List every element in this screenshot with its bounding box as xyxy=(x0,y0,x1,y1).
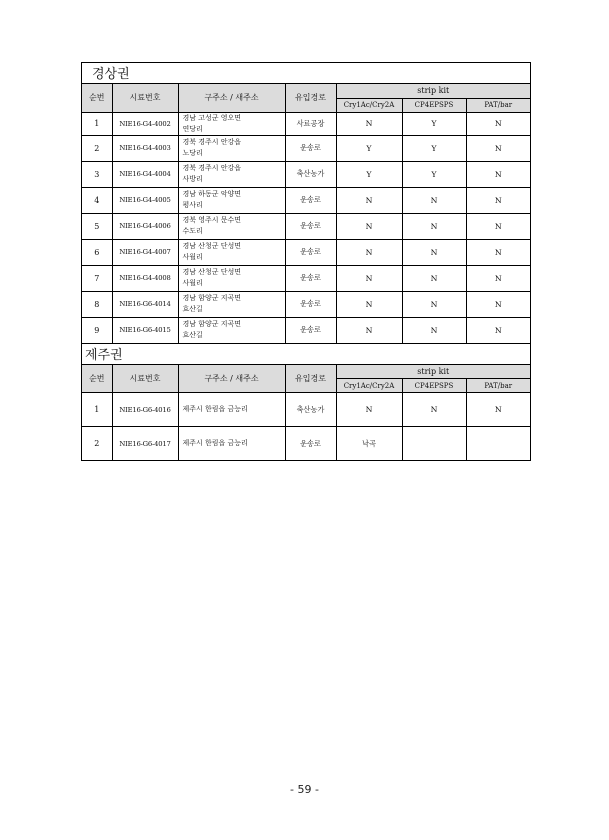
address-line-1: 경남 함양군 지곡면 xyxy=(182,294,242,302)
route-cell: 운송로 xyxy=(285,213,336,239)
route-cell: 운송로 xyxy=(285,265,336,291)
sample-id: NIE16-G6-4014 xyxy=(112,291,178,317)
route-cell: 축산농가 xyxy=(285,161,336,187)
result-cry1ac: N xyxy=(336,393,402,427)
header-kit-pat-bar: PAT/bar xyxy=(466,98,530,112)
sample-id: NIE16-G4-4005 xyxy=(112,187,178,213)
result-cry1ac: Y xyxy=(336,161,402,187)
address-cell xyxy=(178,427,285,461)
table-row xyxy=(82,112,530,135)
row-number: 9 xyxy=(82,317,112,343)
row-number: 4 xyxy=(82,187,112,213)
header-kit-cp4epsps: CP4EPSPS xyxy=(402,98,466,112)
table-row xyxy=(82,291,530,317)
address-cell xyxy=(178,135,285,161)
row-number: 1 xyxy=(82,393,112,427)
table-row xyxy=(82,187,530,213)
address-line-1: 제주시 한림읍 금능리 xyxy=(182,439,248,447)
result-pat-bar: N xyxy=(466,239,530,265)
row-number: 5 xyxy=(82,213,112,239)
address-line-2: 평사리 xyxy=(182,201,203,209)
header-strip-kit: strip kit xyxy=(336,365,530,379)
header-kit-cry1ac: Cry1Ac/Cry2A xyxy=(336,379,402,393)
result-cry1ac: N xyxy=(336,265,402,291)
result-cp4epsps: N xyxy=(402,239,466,265)
table-body-jeju xyxy=(82,393,530,461)
result-pat-bar: N xyxy=(466,291,530,317)
sample-id: NIE16-G4-4008 xyxy=(112,265,178,291)
document-frame xyxy=(81,62,531,461)
page-number: - 59 - xyxy=(290,783,319,796)
row-number: 2 xyxy=(82,135,112,161)
result-cp4epsps: Y xyxy=(402,112,466,135)
result-pat-bar: N xyxy=(466,317,530,343)
header-sample-id: 시료번호 xyxy=(112,365,178,393)
table-row xyxy=(82,135,530,161)
address-cell xyxy=(178,265,285,291)
sample-id: NIE16-G4-4007 xyxy=(112,239,178,265)
route-cell: 운송로 xyxy=(285,239,336,265)
address-line-2: 사월리 xyxy=(182,279,203,287)
result-cp4epsps: N xyxy=(402,213,466,239)
address-line-1: 제주시 한림읍 금능리 xyxy=(182,405,248,413)
header-kit-cry1ac: Cry1Ac/Cry2A xyxy=(336,98,402,112)
route-cell: 운송로 xyxy=(285,135,336,161)
address-line-1: 경남 하동군 악양면 xyxy=(182,190,242,198)
header-strip-kit: strip kit xyxy=(336,84,530,98)
address-line-2: 효산길 xyxy=(182,305,203,313)
sample-id: NIE16-G4-4003 xyxy=(112,135,178,161)
result-cry1ac: Y xyxy=(336,135,402,161)
address-line-2: 연당리 xyxy=(182,124,203,133)
result-cp4epsps: N xyxy=(402,187,466,213)
table-jeju xyxy=(82,365,530,462)
result-cry1ac: N xyxy=(336,317,402,343)
result-pat-bar: N xyxy=(466,135,530,161)
sample-id: NIE16-G6-4015 xyxy=(112,317,178,343)
address-line-1: 경남 산청군 단성면 xyxy=(182,268,242,276)
header-sample-id: 시료번호 xyxy=(112,84,178,112)
table-row xyxy=(82,265,530,291)
header-kit-cp4epsps: CP4EPSPS xyxy=(402,379,466,393)
sample-id: NIE16-G6-4016 xyxy=(112,393,178,427)
header-address: 구주소 / 새주소 xyxy=(178,365,285,393)
result-cry1ac: N xyxy=(336,213,402,239)
address-line-2: 노당리 xyxy=(182,149,203,157)
address-cell xyxy=(178,239,285,265)
address-line-1: 경북 경주시 안강읍 xyxy=(182,164,242,172)
address-line-1: 경남 고성군 영오면 xyxy=(182,113,242,122)
address-line-1: 경남 산청군 단성면 xyxy=(182,242,242,250)
address-line-2: 사방리 xyxy=(182,175,203,183)
address-cell xyxy=(178,291,285,317)
route-cell: 운송로 xyxy=(285,317,336,343)
row-number: 7 xyxy=(82,265,112,291)
header-address: 구주소 / 새주소 xyxy=(178,84,285,112)
result-cry1ac: N xyxy=(336,291,402,317)
table-row xyxy=(82,213,530,239)
result-cp4epsps: N xyxy=(402,317,466,343)
address-line-1: 경북 경주시 안강읍 xyxy=(182,138,242,146)
row-number: 6 xyxy=(82,239,112,265)
row-number: 1 xyxy=(82,112,112,135)
result-cp4epsps: Y xyxy=(402,161,466,187)
result-cp4epsps: N xyxy=(402,393,466,427)
sample-id: NIE16-G6-4017 xyxy=(112,427,178,461)
header-kit-pat-bar: PAT/bar xyxy=(466,379,530,393)
address-cell xyxy=(178,393,285,427)
table-row xyxy=(82,239,530,265)
header-route: 유입경로 xyxy=(285,84,336,112)
result-pat-bar: N xyxy=(466,265,530,291)
result-cry1ac: N xyxy=(336,112,402,135)
row-number: 2 xyxy=(82,427,112,461)
result-pat-bar: N xyxy=(466,161,530,187)
address-line-2: 효산길 xyxy=(182,331,203,339)
route-cell: 운송로 xyxy=(285,427,336,461)
section-title-gyeongsang: 경상권 xyxy=(82,63,530,84)
address-line-2: 사월리 xyxy=(182,253,203,261)
result-cry1ac: 낙곡 xyxy=(336,427,402,461)
result-cp4epsps: N xyxy=(402,291,466,317)
sample-id: NIE16-G4-4002 xyxy=(112,112,178,135)
table-row xyxy=(82,427,530,461)
result-cry1ac: N xyxy=(336,187,402,213)
result-cry1ac: N xyxy=(336,239,402,265)
header-no: 순번 xyxy=(82,84,112,112)
sample-id: NIE16-G4-4006 xyxy=(112,213,178,239)
table-row xyxy=(82,317,530,343)
address-line-1: 경남 함양군 지곡면 xyxy=(182,320,242,328)
header-no: 순번 xyxy=(82,365,112,393)
address-line-2: 수도리 xyxy=(182,227,203,235)
result-pat-bar: N xyxy=(466,213,530,239)
result-pat-bar: N xyxy=(466,393,530,427)
table-row xyxy=(82,161,530,187)
section-title-jeju: 제주권 xyxy=(82,344,530,365)
address-cell xyxy=(178,161,285,187)
address-cell xyxy=(178,213,285,239)
header-route: 유입경로 xyxy=(285,365,336,393)
result-pat-bar xyxy=(466,427,530,461)
address-cell xyxy=(178,187,285,213)
result-cp4epsps: N xyxy=(402,265,466,291)
result-pat-bar: N xyxy=(466,112,530,135)
route-cell: 축산농가 xyxy=(285,393,336,427)
address-cell xyxy=(178,112,285,135)
route-cell: 운송로 xyxy=(285,291,336,317)
route-cell: 운송로 xyxy=(285,187,336,213)
result-cp4epsps: Y xyxy=(402,135,466,161)
table-row xyxy=(82,393,530,427)
address-line-1: 경북 영주시 문수면 xyxy=(182,216,242,224)
table-body-gyeongsang xyxy=(82,112,530,343)
route-cell: 사료공장 xyxy=(285,112,336,135)
result-cp4epsps xyxy=(402,427,466,461)
result-pat-bar: N xyxy=(466,187,530,213)
sample-id: NIE16-G4-4004 xyxy=(112,161,178,187)
address-cell xyxy=(178,317,285,343)
table-gyeongsang xyxy=(82,84,530,344)
row-number: 3 xyxy=(82,161,112,187)
row-number: 8 xyxy=(82,291,112,317)
